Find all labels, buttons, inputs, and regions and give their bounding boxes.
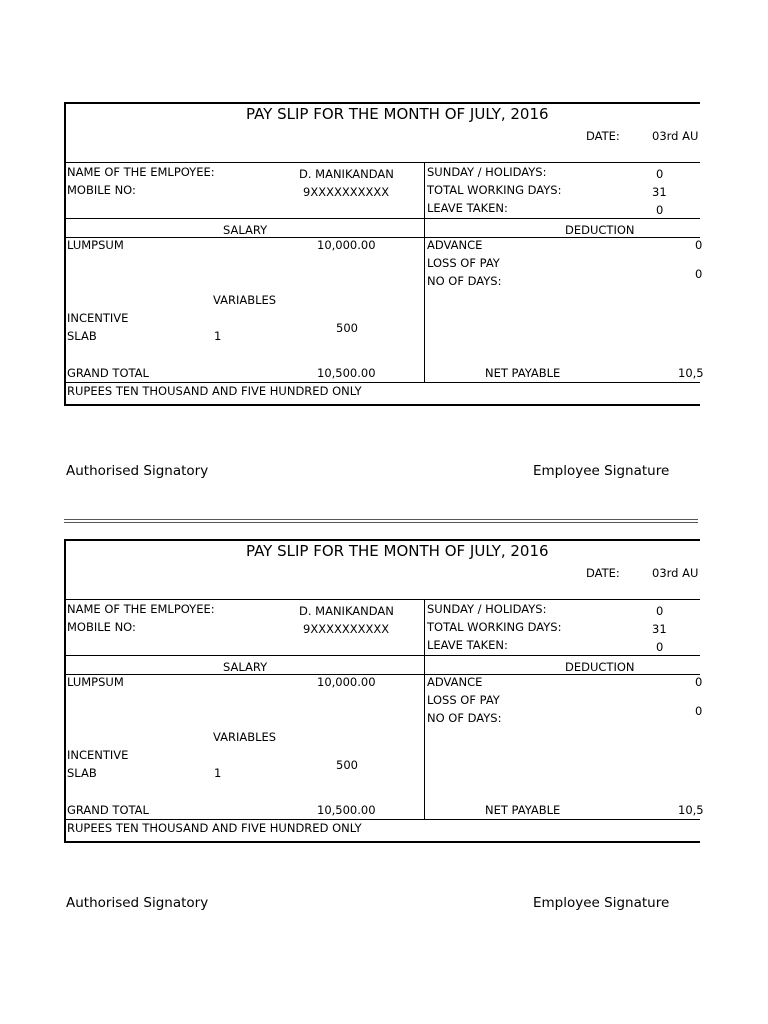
employee-name-label: NAME OF THE EMLPOYEE: (67, 165, 215, 179)
sunday-holidays-label: SUNDAY / HOLIDAYS: (427, 602, 547, 616)
mobile-label: MOBILE NO: (67, 183, 136, 197)
column-divider (424, 162, 425, 382)
no-of-days-label: NO OF DAYS: (427, 711, 502, 725)
employee-name: D. MANIKANDAN (299, 604, 394, 618)
advance-value: 0 (695, 238, 703, 252)
slab-value: 1 (214, 329, 222, 343)
date-value: 03rd AU (652, 566, 699, 580)
deduction-header: DEDUCTION (565, 660, 635, 674)
rule-after-salary (66, 674, 700, 675)
total-working-days-label: TOTAL WORKING DAYS: (427, 183, 562, 197)
loss-of-pay-value: 0 (695, 267, 703, 281)
loss-of-pay-label: LOSS OF PAY (427, 256, 500, 270)
grand-total-value: 10,500.00 (317, 366, 376, 380)
total-working-days-value: 31 (652, 185, 667, 199)
loss-of-pay-label: LOSS OF PAY (427, 693, 500, 707)
mobile-value: 9XXXXXXXXXX (303, 185, 390, 199)
incentive-label: INCENTIVE (67, 748, 129, 762)
leave-taken-label: LEAVE TAKEN: (427, 638, 508, 652)
mobile-value: 9XXXXXXXXXX (303, 622, 390, 636)
cut-line-divider (64, 519, 698, 523)
sunday-holidays-value: 0 (656, 167, 664, 181)
leave-taken-value: 0 (656, 203, 664, 217)
payslip-1 (64, 102, 704, 406)
incentive-value: 500 (336, 321, 358, 335)
net-payable-label: NET PAYABLE (485, 366, 561, 380)
net-payable-label: NET PAYABLE (485, 803, 561, 817)
amount-in-words: RUPEES TEN THOUSAND AND FIVE HUNDRED ONLY (67, 384, 362, 398)
slab-value: 1 (214, 766, 222, 780)
rule-after-salary (66, 237, 700, 238)
payslip-title: PAY SLIP FOR THE MONTH OF JULY, 2016 (246, 542, 549, 560)
no-of-days-label: NO OF DAYS: (427, 274, 502, 288)
slab-label: SLAB (67, 329, 97, 343)
net-payable-value: 10,5 (678, 803, 704, 817)
date-label: DATE: (586, 129, 620, 143)
payslip-title: PAY SLIP FOR THE MONTH OF JULY, 2016 (246, 105, 549, 123)
sunday-holidays-value: 0 (656, 604, 664, 618)
rule-before-salary (66, 218, 700, 219)
variables-label: VARIABLES (213, 730, 277, 744)
slab-label: SLAB (67, 766, 97, 780)
lumpsum-value: 10,000.00 (317, 675, 376, 689)
rule-before-words (66, 382, 700, 383)
lumpsum-label: LUMPSUM (67, 675, 124, 689)
loss-of-pay-value: 0 (695, 704, 703, 718)
advance-value: 0 (695, 675, 703, 689)
authorised-signatory: Authorised Signatory (66, 463, 209, 479)
incentive-label: INCENTIVE (67, 311, 129, 325)
advance-label: ADVANCE (427, 238, 483, 252)
variables-label: VARIABLES (213, 293, 277, 307)
date-value: 03rd AU (652, 129, 699, 143)
payslip-2 (64, 539, 704, 843)
lumpsum-value: 10,000.00 (317, 238, 376, 252)
grand-total-label: GRAND TOTAL (67, 366, 149, 380)
net-payable-value: 10,5 (678, 366, 704, 380)
rule-before-words (66, 819, 700, 820)
deduction-header: DEDUCTION (565, 223, 635, 237)
leave-taken-value: 0 (656, 640, 664, 654)
authorised-signatory: Authorised Signatory (66, 895, 209, 911)
rule-after-header (66, 162, 700, 163)
grand-total-value: 10,500.00 (317, 803, 376, 817)
incentive-value: 500 (336, 758, 358, 772)
date-label: DATE: (586, 566, 620, 580)
rule-before-salary (66, 655, 700, 656)
employee-signature: Employee Signature (533, 463, 670, 479)
advance-label: ADVANCE (427, 675, 483, 689)
mobile-label: MOBILE NO: (67, 620, 136, 634)
salary-header: SALARY (223, 660, 268, 674)
employee-name-label: NAME OF THE EMLPOYEE: (67, 602, 215, 616)
grand-total-label: GRAND TOTAL (67, 803, 149, 817)
amount-in-words: RUPEES TEN THOUSAND AND FIVE HUNDRED ONLY (67, 821, 362, 835)
total-working-days-label: TOTAL WORKING DAYS: (427, 620, 562, 634)
employee-name: D. MANIKANDAN (299, 167, 394, 181)
lumpsum-label: LUMPSUM (67, 238, 124, 252)
leave-taken-label: LEAVE TAKEN: (427, 201, 508, 215)
sunday-holidays-label: SUNDAY / HOLIDAYS: (427, 165, 547, 179)
rule-after-header (66, 599, 700, 600)
column-divider (424, 599, 425, 819)
total-working-days-value: 31 (652, 622, 667, 636)
salary-header: SALARY (223, 223, 268, 237)
employee-signature: Employee Signature (533, 895, 670, 911)
